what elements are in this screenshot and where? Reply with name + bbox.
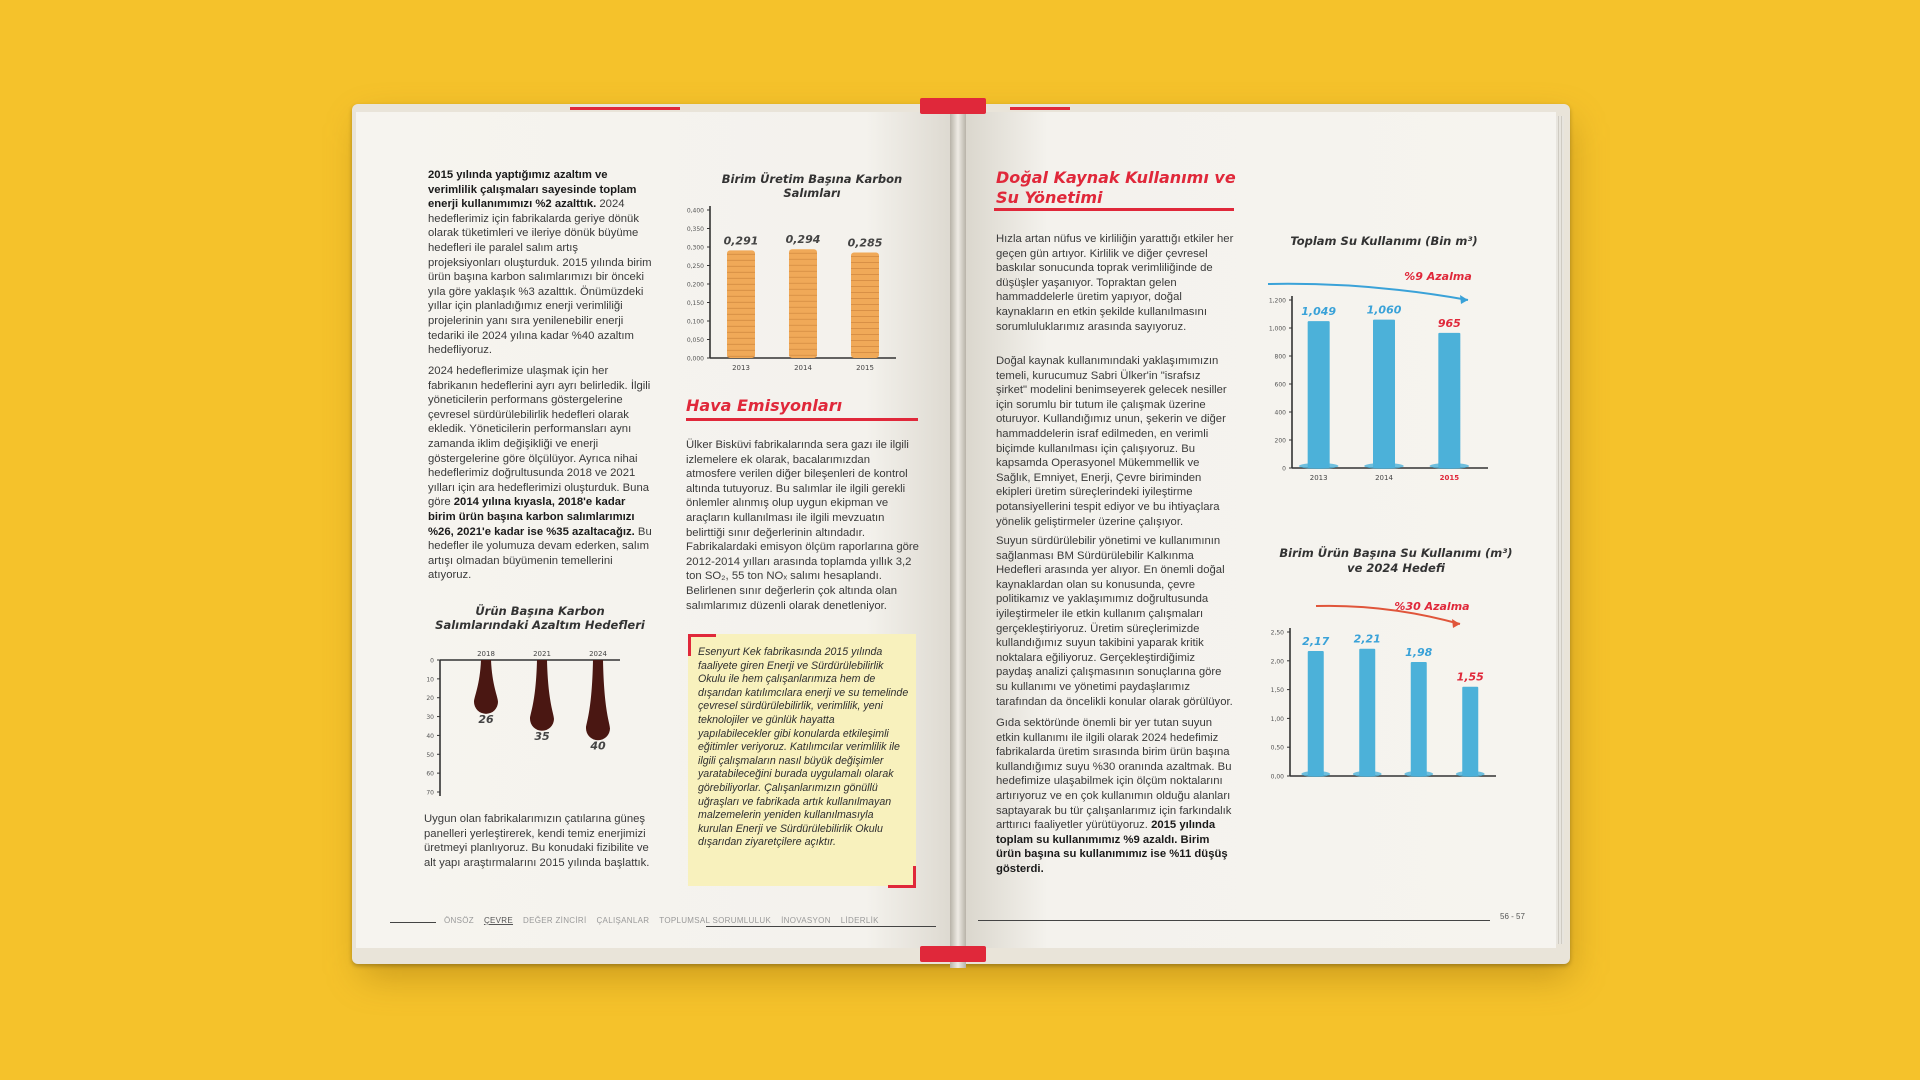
bar <box>1308 321 1330 468</box>
data-label: 0,291 <box>723 234 759 248</box>
data-label: 1,060 <box>1366 303 1402 317</box>
left-para-1 <box>428 168 654 358</box>
left-para-2-a: 2024 hedeflerimize ulaşmak için her fabrikanın hedeflerini ayrı ayrı belirledik. İlgili yöneticilerin performans göstergelerine çevresel sürdürülebilirlik hedefleri olarak ekledik. Yöneticilerin performansları aynı zamanda iklim değişikliği ve enerji göstergelerine göre ölçülüyor. Ayrıca nihai hedeflerimiz doğrultusunda 2018 ve 2021 yılları için ara hedeflerimizi oluşturduk. Buna göre <box>428 365 651 509</box>
hava-text: Ülker Bisküvi fabrikalarında sera gazı ile ilgili izlemelere ek olarak, bacalarımızdan atmosfere verilen diğer bileşenleri de kontrol altında tutuyoruz. Bu salımlar ile ilgili gerekli önlemler alınmış olup uygun ekipman ve araçların kullanılması ile ilgili mevzuatın belirttiği sınır değerlerinin altındadır. Fabrikalardaki emisyon ölçüm raporlarına göre 2012-2014 yılları arasında toplamda yıllık 3,2 ton SO₂, 55 ton NOₓ salımı hesaplandı. Belirlenen sınır değerlerin çok altında olan salımlarımız düzenli olarak denetleniyor. <box>686 439 919 612</box>
y-tick-label: 0,050 <box>686 337 704 344</box>
x-tick-label: 2014 <box>1375 474 1393 482</box>
y-tick-label: 200 <box>1274 437 1286 445</box>
data-label: 2,17 <box>1302 635 1330 649</box>
footer-nav-item[interactable]: İNOVASYON <box>781 916 831 925</box>
left-para-1-rest: 2024 hedeflerimiz için fabrikalarda geriye dönük olarak tüketimleri ve ileriye dönük büyüme hedefleri ile paralel salım artış projeksiyonları oluşturduk. 2015 yılında birim ürün başına karbon salımlarımızı bir önceki yıla göre yaklaşık %3 azalttık. Önümüzdeki yıllar için planladığımız enerji verimliliği projelerinin yanı sıra yenilenebilir enerji tedariki ile 2024 yılına kadar %40 azaltım hedefliyoruz. <box>428 198 652 357</box>
chart-carbon-title: Birim Üretim Başına Karbon Salımları <box>721 172 903 200</box>
x-tick-label: 2013 <box>1309 474 1328 482</box>
y-tick-label: 0,150 <box>686 300 704 307</box>
bar <box>1373 320 1395 468</box>
bar-splash <box>1430 463 1470 469</box>
data-label: 1,049 <box>1301 305 1337 319</box>
right-heading-rule <box>994 208 1234 211</box>
footer-nav-item[interactable]: LİDERLİK <box>840 916 879 925</box>
right-para-1: Hızla artan nüfus ve kirliliğin yarattığı etkiler her geçen gün artıyor. Kirlilik ve diğer çevresel baskılar sonucunda toprak verimliliğinde de düşüşler yaşanıyor. Topraktan gelen hammaddelerle üretim yapıyor, doğal kaynakların en etkin şekilde kullanılmasını sorumluluklarımız arasında sayıyoruz. <box>996 233 1234 333</box>
right-para-4-bold: 2015 yılında toplam su kullanımımız %9 azaldı. Birim ürün başına su kullanımımız ise %11 düşüş gösterdi. <box>996 819 1228 875</box>
right-para-4 <box>996 716 1234 877</box>
y-tick-label: 10 <box>426 676 434 684</box>
chart-water-unit-svg <box>1256 592 1506 792</box>
data-label: 1,98 <box>1405 645 1433 659</box>
y-tick-label: 0,250 <box>686 263 704 270</box>
bookmark-ribbon-bottom <box>920 946 986 962</box>
y-tick-label: 1,50 <box>1270 687 1284 695</box>
data-label: 965 <box>1437 316 1461 330</box>
y-tick-label: 0,350 <box>686 226 704 233</box>
chart-water-svg <box>1256 262 1506 486</box>
x-tick-label: 2024 <box>589 650 607 658</box>
y-tick-label: 0 <box>1282 465 1286 473</box>
drop-bar <box>586 660 610 740</box>
y-tick-label: 20 <box>426 695 434 703</box>
quote-text: Esenyurt Kek fabrikasında 2015 yılında faaliyete giren Enerji ve Sürdürülebilirlik Okulu ile hem çalışanlarımıza hem de dışarıdan katılımcılara enerji ve su temelinde çevresel sürdürülebilirlik, verimlilik, yeni teknolojiler ve günlük hayatta yapılabilecekler gibi konularda etkileşimli eğitimler veriyoruz. Katılımcılar verimlilik ile ilgili çalışmaların nasıl büyük değişimler yaratabileceğini burada uygulamalı olarak görebiliyorlar. Çalışanlarımızın gönüllü uğraşları ve fabrikada artık kullanılmayan malzemelerin yeniden kullanılmasıyla kurulan Enerji ve Sürdürülebilirlik Okulu dışarıdan ziyaretçilere açıktır. <box>698 646 909 849</box>
trend-arrow-head <box>1452 619 1460 628</box>
y-tick-label: 1,200 <box>1268 297 1286 305</box>
bar-splash <box>1299 463 1339 469</box>
y-tick-label: 2,50 <box>1270 629 1284 637</box>
y-tick-label: 0,300 <box>686 244 704 252</box>
data-label: 0,285 <box>847 236 883 250</box>
y-tick-label: 40 <box>426 732 434 740</box>
x-tick-label: 2018 <box>477 650 495 658</box>
trend-annotation: %30 Azalma <box>1394 600 1470 613</box>
footer-rule-mid <box>706 926 936 927</box>
y-tick-label: 30 <box>426 714 434 722</box>
left-para-2 <box>428 364 654 583</box>
chart-reduction-title: Ürün Başına Karbon Salımlarındaki Azaltım Hedefleri <box>435 604 645 632</box>
hava-heading: Hava Emisyonları <box>686 396 843 415</box>
y-tick-label: 0,100 <box>686 318 704 326</box>
left-para-3: Uygun olan fabrikalarımızın çatılarına güneş panelleri yerleştirerek, kendi temiz enerjimizi üretmeyi planlıyoruz. Bu konudaki fizibilite ve alt yapı araştırmalarını 2015 yılında başlattık. <box>424 813 650 869</box>
footer-nav-item[interactable]: ÇEVRE <box>483 916 514 925</box>
footer-nav <box>444 916 879 925</box>
y-tick-label: 0,000 <box>686 355 704 363</box>
chart-carbon-svg <box>676 190 916 380</box>
right-heading-line2: Su Yönetimi <box>996 188 1103 207</box>
bar <box>1438 333 1460 468</box>
data-label: 26 <box>478 713 494 727</box>
page-number: 56 - 57 <box>1500 912 1525 921</box>
chart-water-unit-subtitle: ve 2024 Hedefi <box>1347 561 1445 575</box>
y-tick-label: 0,400 <box>686 207 704 215</box>
footer-nav-item[interactable]: TOPLUMSAL SORUMLULUK <box>659 916 772 925</box>
chart-water-title: Toplam Su Kullanımı (Bin m³) <box>1290 234 1478 248</box>
drop-bar <box>530 660 554 731</box>
x-tick-label: 2014 <box>794 364 812 372</box>
left-para-2-bold: 2014 yılına kıyasla, 2018'e kadar birim ürün başına karbon salımlarımızı %26, 2021'e kadar ise %35 azaltacağız. <box>428 496 635 538</box>
bar-splash <box>1353 771 1382 777</box>
right-para-2: Doğal kaynak kullanımındaki yaklaşımımızın temeli, kurucumuz Sabri Ülker'in "israfsız şirket" modelini benimseyerek gelecek nesiller için sorumlu bir tutum ile çalışmak üzerine oturuyor. Kullandığımız unun, şekerin ve diğer hammaddelerin israf edilmeden, en verimli biçimde kullanılması için çalışıyoruz. Bu kapsamda Operasyonel Mükemmellik ve Sağlık, Emniyet, Enerji, Çevre biriminden ekipleri üretim süreçlerindeki iyileştirme potansiyellerini tespit ediyor ve bu ihtiyaçlara yönelik geliştirmeler üzerine çalışıyor. <box>996 355 1227 528</box>
left-para-1-bold: 2015 yılında yaptığımız azaltım ve verimlilik çalışmaları sayesinde toplam enerji kullanımımızı %2 azalttık. <box>428 169 637 211</box>
trend-annotation: %9 Azalma <box>1404 270 1472 283</box>
y-tick-label: 50 <box>426 751 434 759</box>
bar <box>1411 662 1427 776</box>
x-tick-label: 2015 <box>1439 474 1460 482</box>
data-label: 0,294 <box>785 233 821 247</box>
footer-nav-item[interactable]: DEĞER ZİNCİRİ <box>523 916 587 925</box>
y-tick-label: 800 <box>1274 353 1286 361</box>
y-tick-label: 1,000 <box>1268 325 1286 333</box>
y-tick-label: 0,00 <box>1270 773 1284 781</box>
chart-water-unit-title: Birim Ürün Başına Su Kullanımı (m³) <box>1279 546 1513 560</box>
bar-splash <box>1301 771 1330 777</box>
footer-rule-left <box>390 922 436 923</box>
data-label: 35 <box>534 730 550 743</box>
y-tick-label: 70 <box>426 789 434 797</box>
footer-nav-item[interactable]: ÖNSÖZ <box>444 916 474 925</box>
data-label: 1,55 <box>1456 670 1484 684</box>
trend-arrow-line <box>1268 284 1468 300</box>
y-tick-label: 1,00 <box>1270 715 1284 723</box>
y-tick-label: 0,50 <box>1270 744 1284 752</box>
y-tick-label: 0 <box>430 657 434 665</box>
right-para-3: Suyun sürdürülebilir yönetimi ve kullanımının sağlanması BM Sürdürülebilir Kalkınma Hedefleri arasında yer alıyor. En önemli doğal kaynaklardan olan su konusunda, çevre politikamız ve yaklaşımımız doğrultusunda iyileştirmeler ile etkin kullanım çalışmaları gerçekleştiriyoruz. Üretim süreçlerimizde kullandığımız suyun takibini yaparak kritik noktalara eğiliyoruz. Gerçekleştirdiğimiz paydaş analizi çalışmasının sonuçlarına göre su kullanımı ve yönetimi paydaşlarımız tarafından da öncelikli konular olarak görülüyor. <box>996 535 1233 708</box>
left-para-2-c: Bu hedefler ile yolumuza devam ederken, salım artışı olmadan büyümenin temellerini atıyoruz. <box>428 525 652 582</box>
right-para-4-a: Gıda sektöründe önemli bir yer tutan suyun etkin kullanımı ile ilgili olarak 2024 hedefimiz fabrikalarda üretim sırasında birim ürün başına kullandığımız suyu %30 oranında azaltmak. Bu hedefimize ulaşabilmek için ölçüm noktalarını artırıyoruz ve en çok kullanımın olduğu alanları saptayarak bu tür çalışanlarımız için farkındalık arttırıcı faaliyetler yürütüyoruz. <box>996 717 1232 832</box>
trend-arrow-head <box>1460 295 1468 304</box>
footer-rule-right <box>978 920 1490 921</box>
y-tick-label: 400 <box>1274 409 1286 417</box>
bar-splash <box>1364 463 1404 469</box>
data-label: 2,21 <box>1353 632 1381 646</box>
bookmark-ribbon-top <box>920 98 986 114</box>
chart-reduction-svg <box>410 640 650 800</box>
bar <box>1359 649 1375 776</box>
bar-splash <box>1456 771 1485 777</box>
y-tick-label: 600 <box>1274 381 1286 389</box>
y-tick-label: 2,00 <box>1270 658 1284 666</box>
book-spine <box>950 100 966 968</box>
footer-nav-item[interactable]: ÇALIŞANLAR <box>596 916 650 925</box>
y-tick-label: 60 <box>426 770 434 778</box>
x-tick-label: 2013 <box>732 364 750 372</box>
x-tick-label: 2021 <box>533 650 551 658</box>
drop-bar <box>474 660 498 714</box>
hava-heading-rule <box>686 418 918 421</box>
quote-corner-bottom-right <box>888 866 916 888</box>
y-tick-label: 0,200 <box>686 281 704 289</box>
bar <box>1308 651 1324 776</box>
page-top-accent-left <box>570 107 680 110</box>
bar <box>1462 687 1478 776</box>
right-heading-line1: Doğal Kaynak Kullanımı ve <box>996 168 1236 187</box>
x-tick-label: 2015 <box>856 364 874 372</box>
page-top-accent-right <box>1010 107 1070 110</box>
data-label: 40 <box>590 739 606 753</box>
bar-splash <box>1404 771 1433 777</box>
